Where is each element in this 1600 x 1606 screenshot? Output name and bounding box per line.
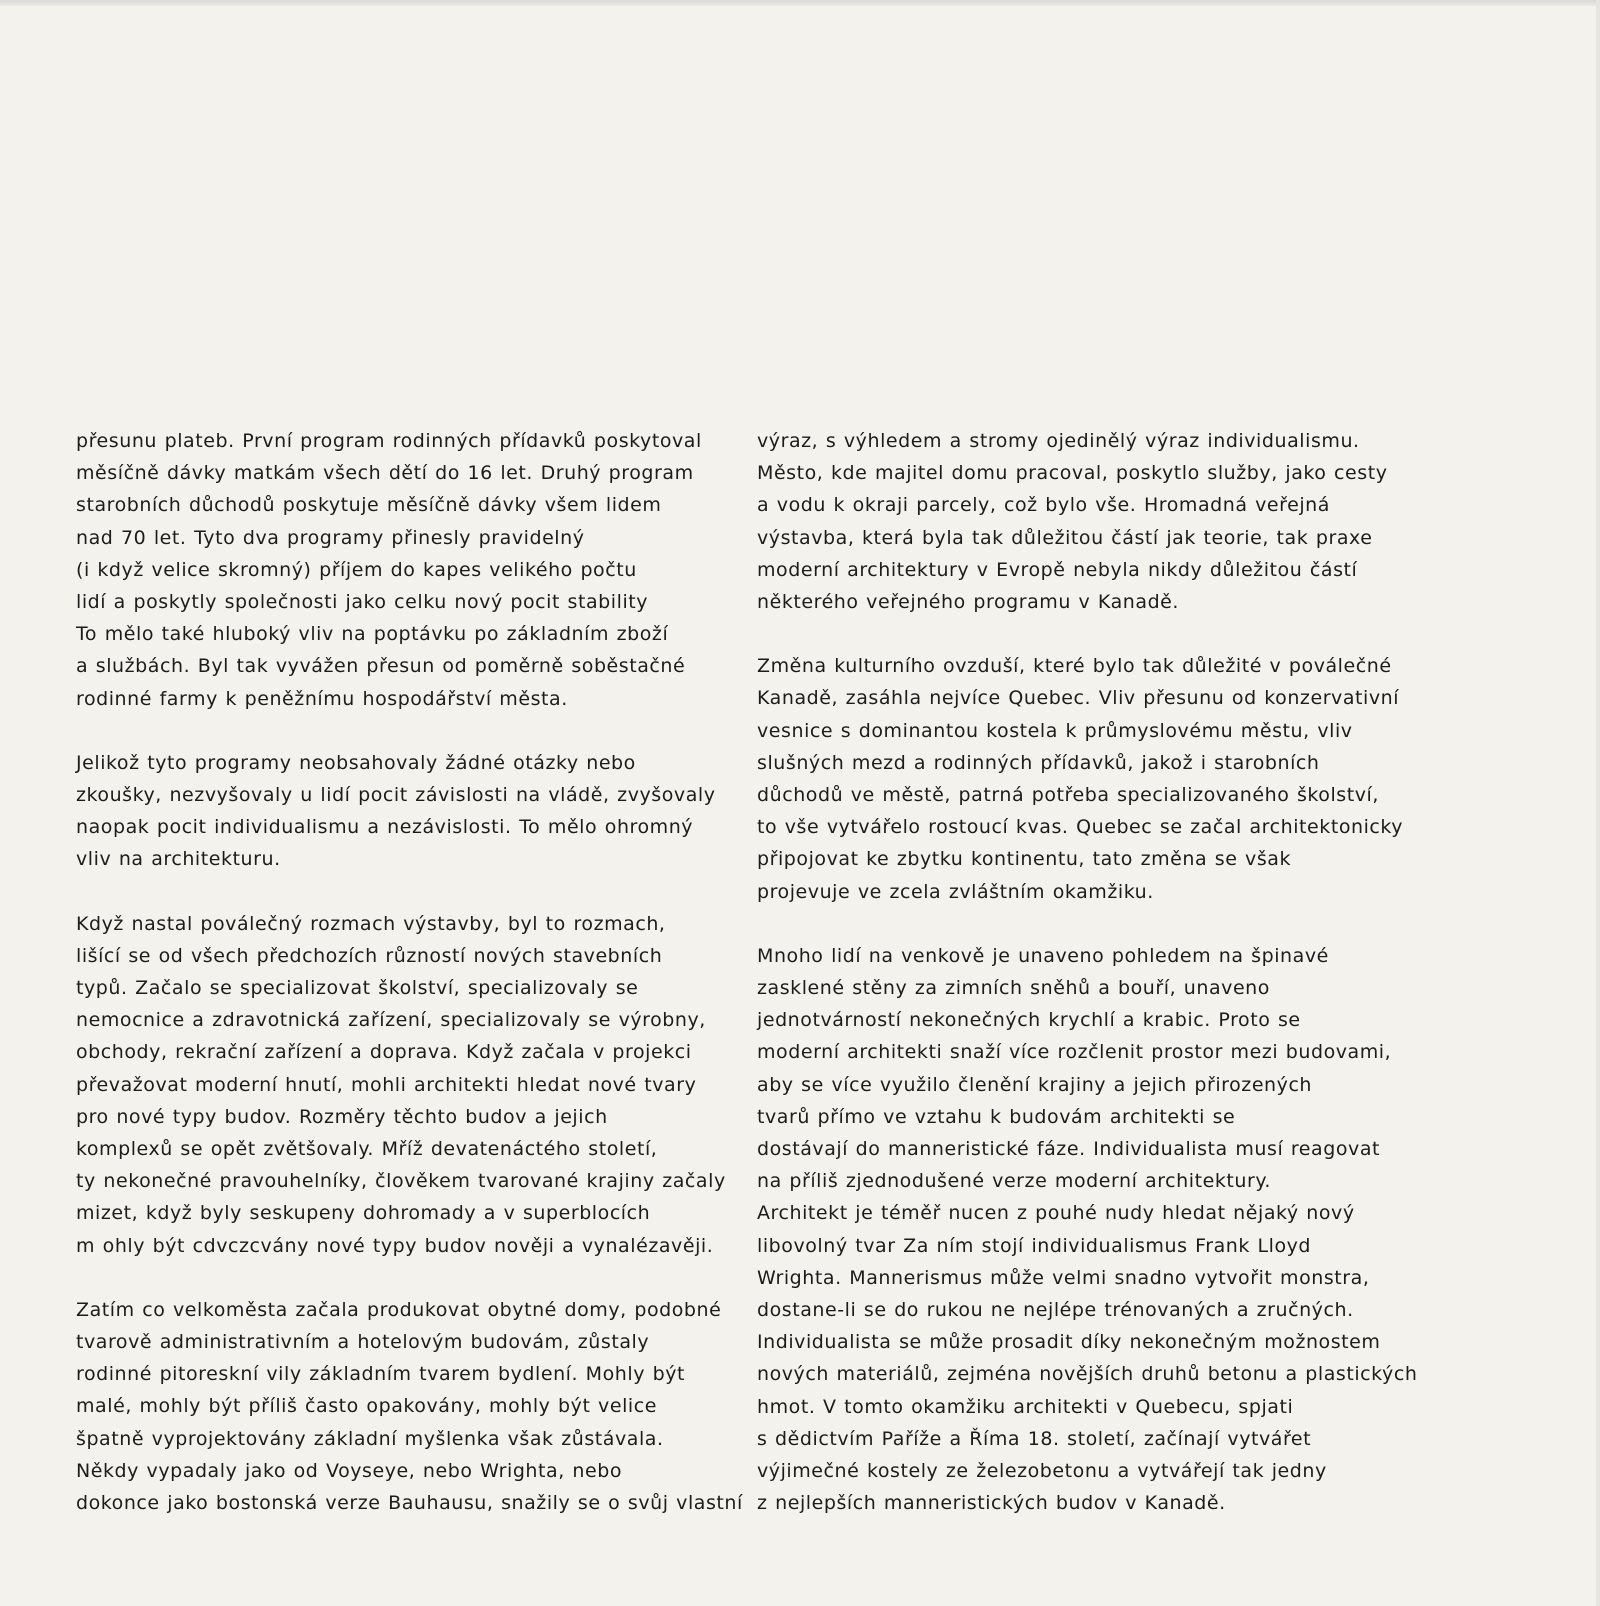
text-line: rodinné pitoreskní vily základním tvarem bydlení. Mohly být bbox=[76, 1363, 686, 1386]
text-line: Změna kulturního ovzduší, které bylo tak důležité v poválečné bbox=[757, 655, 1392, 678]
text-line: vliv na architekturu. bbox=[76, 848, 281, 871]
text-line: Město, kde majitel domu pracoval, poskytlo služby, jako cesty bbox=[757, 462, 1388, 485]
text-line: mizet, když byly seskupeny dohromady a v superblocích bbox=[76, 1202, 651, 1225]
text-line: nemocnice a zdravotnická zařízení, specializovaly se výrobny, bbox=[76, 1009, 706, 1032]
text-line: starobních důchodů poskytuje měsíčně dávky všem lidem bbox=[76, 494, 662, 517]
text-line: pro nové typy budov. Rozměry těchto budov a jejich bbox=[76, 1105, 608, 1128]
text-line: přesunu plateb. První program rodinných přídavků poskytoval bbox=[76, 430, 702, 452]
text-line: Mnoho lidí na venkově je unaveno pohledem na špinavé bbox=[757, 944, 1329, 967]
paragraph bbox=[76, 747, 726, 876]
text-line: moderní architekti snaží více rozčlenit prostor mezi budovami, bbox=[757, 1041, 1392, 1064]
text-line: Když nastal poválečný rozmach výstavby, byl to rozmach, bbox=[76, 912, 666, 935]
paragraph bbox=[757, 425, 1417, 618]
text-line: Architekt je téměř nucen z pouhé nudy hledat nějaký nový bbox=[757, 1202, 1355, 1225]
text-line: s dědictvím Paříže a Říma 18. století, začínají vytvářet bbox=[757, 1427, 1312, 1450]
text-line: lišící se od všech předchozích růzností nových stavebních bbox=[76, 944, 663, 967]
text-line: typů. Začalo se specializovat školství, specializovaly se bbox=[76, 977, 639, 1000]
text-line: nových materiálů, zejména novějších druhů betonu a plastických bbox=[757, 1363, 1418, 1386]
text-line: výjimečné kostely ze železobetonu a vytvářejí tak jedny bbox=[757, 1460, 1327, 1483]
text-line: hmot. V tomto okamžiku architekti v Quebecu, spjati bbox=[757, 1395, 1294, 1418]
text-line: špatně vyprojektovány základní myšlenka však zůstávala. bbox=[76, 1427, 664, 1450]
page-right-edge bbox=[1596, 0, 1600, 1606]
text-line: slušných mezd a rodinných přídavků, jakož i starobních bbox=[757, 751, 1320, 774]
text-line: projevuje ve zcela zvláštním okamžiku. bbox=[757, 880, 1154, 903]
text-line: aby se více využilo členění krajiny a jejich přirozených bbox=[757, 1073, 1313, 1096]
text-line: To mělo také hluboký vliv na poptávku po základním zboží bbox=[76, 623, 669, 646]
text-line: lidí a poskytly společnosti jako celku nový pocit stability bbox=[76, 591, 649, 614]
text-line: výstavba, která byla tak důležitou částí jak teorie, tak praxe bbox=[757, 526, 1373, 549]
text-line: měsíčně dávky matkám všech dětí do 16 let. Druhý program bbox=[76, 462, 694, 485]
paragraph bbox=[76, 908, 726, 1262]
text-line: na příliš zjednodušené verze moderní architektury. bbox=[757, 1170, 1271, 1193]
text-line: nad 70 let. Tyto dva programy přinesly pravidelný bbox=[76, 526, 585, 549]
text-line: a službách. Byl tak vyvážen přesun od poměrně soběstačné bbox=[76, 655, 686, 678]
paragraph bbox=[76, 425, 726, 715]
paragraph bbox=[757, 940, 1417, 1520]
text-line: důchodů ve městě, patrná potřeba specializovaného školství, bbox=[757, 784, 1379, 807]
text-line: Zatím co velkoměsta začala produkovat obytné domy, podobné bbox=[76, 1298, 722, 1321]
text-line: některého veřejného programu v Kanadě. bbox=[757, 591, 1180, 614]
text-line: zkoušky, nezvyšovaly u lidí pocit závislosti na vládě, zvyšovaly bbox=[76, 784, 716, 807]
text-line: výraz, s výhledem a stromy ojedinělý výraz individualismu. bbox=[757, 430, 1360, 452]
text-line: komplexů se opět zvětšovaly. Mříž devatenáctého století, bbox=[76, 1138, 658, 1161]
text-line: obchody, rekrační zařízení a doprava. Když začala v projekci bbox=[76, 1041, 692, 1064]
paragraph bbox=[76, 1294, 743, 1519]
text-line: Wrighta. Mannerismus může velmi snadno vytvořit monstra, bbox=[757, 1266, 1370, 1289]
text-line: moderní architektury v Evropě nebyla nikdy důležitou částí bbox=[757, 558, 1358, 581]
text-line: Kanadě, zasáhla nejvíce Quebec. Vliv přesunu od konzervativní bbox=[757, 687, 1400, 710]
text-line: Někdy vypadaly jako od Voyseye, nebo Wrighta, nebo bbox=[76, 1459, 623, 1482]
text-line: ty nekonečné pravouhelníky, člověkem tvarované krajiny začaly bbox=[76, 1170, 726, 1193]
text-line: malé, mohly být příliš často opakovány, mohly být velice bbox=[76, 1395, 657, 1418]
text-line: jednotvárností nekonečných krychlí a krabic. Proto se bbox=[757, 1009, 1301, 1032]
text-line: rodinné farmy k peněžnímu hospodářství města. bbox=[76, 687, 568, 710]
text-line: (i když velice skromný) příjem do kapes velikého počtu bbox=[76, 558, 637, 581]
text-line: vesnice s dominantou kostela k průmyslovému městu, vliv bbox=[757, 719, 1353, 742]
left-text-column bbox=[76, 425, 743, 1551]
text-line: a vodu k okraji parcely, což bylo vše. Hromadná veřejná bbox=[757, 494, 1330, 517]
text-line: Individualista se může prosadit díky nekonečným možnostem bbox=[757, 1331, 1381, 1354]
text-line: tvarově administrativním a hotelovým budovám, zůstaly bbox=[76, 1331, 650, 1354]
text-line: z nejlepších manneristických budov v Kanadě. bbox=[757, 1492, 1226, 1515]
text-line: Jelikož tyto programy neobsahovaly žádné otázky nebo bbox=[76, 751, 636, 774]
text-line: připojovat ke zbytku kontinentu, tato změna se však bbox=[757, 848, 1292, 871]
page-top-edge bbox=[0, 0, 1600, 6]
text-line: libovolný tvar Za ním stojí individualismus Frank Lloyd bbox=[757, 1234, 1312, 1257]
text-line: to vše vytvářelo rostoucí kvas. Quebec se začal architektonicky bbox=[757, 816, 1404, 839]
text-line: dostane-li se do rukou ne nejlépe trénovaných a zručných. bbox=[757, 1299, 1354, 1322]
text-line: dokonce jako bostonská verze Bauhausu, snažily se o svůj vlastní bbox=[76, 1492, 743, 1515]
right-text-column bbox=[757, 425, 1417, 1552]
text-line: zasklené stěny za zimních sněhů a bouří, unaveno bbox=[757, 977, 1270, 1000]
text-line: dostávají do manneristické fáze. Individualista musí reagovat bbox=[757, 1138, 1381, 1161]
paragraph bbox=[757, 650, 1417, 908]
text-line: tvarů přímo ve vztahu k budovám architekti se bbox=[757, 1105, 1236, 1128]
text-line: naopak pocit individualismu a nezávislosti. To mělo ohromný bbox=[76, 816, 694, 839]
text-line: převažovat moderní hnutí, mohli architekti hledat nové tvary bbox=[76, 1073, 697, 1096]
text-line: m ohly být cdvczcvány nové typy budov nověji a vynalézavěji. bbox=[76, 1234, 714, 1257]
